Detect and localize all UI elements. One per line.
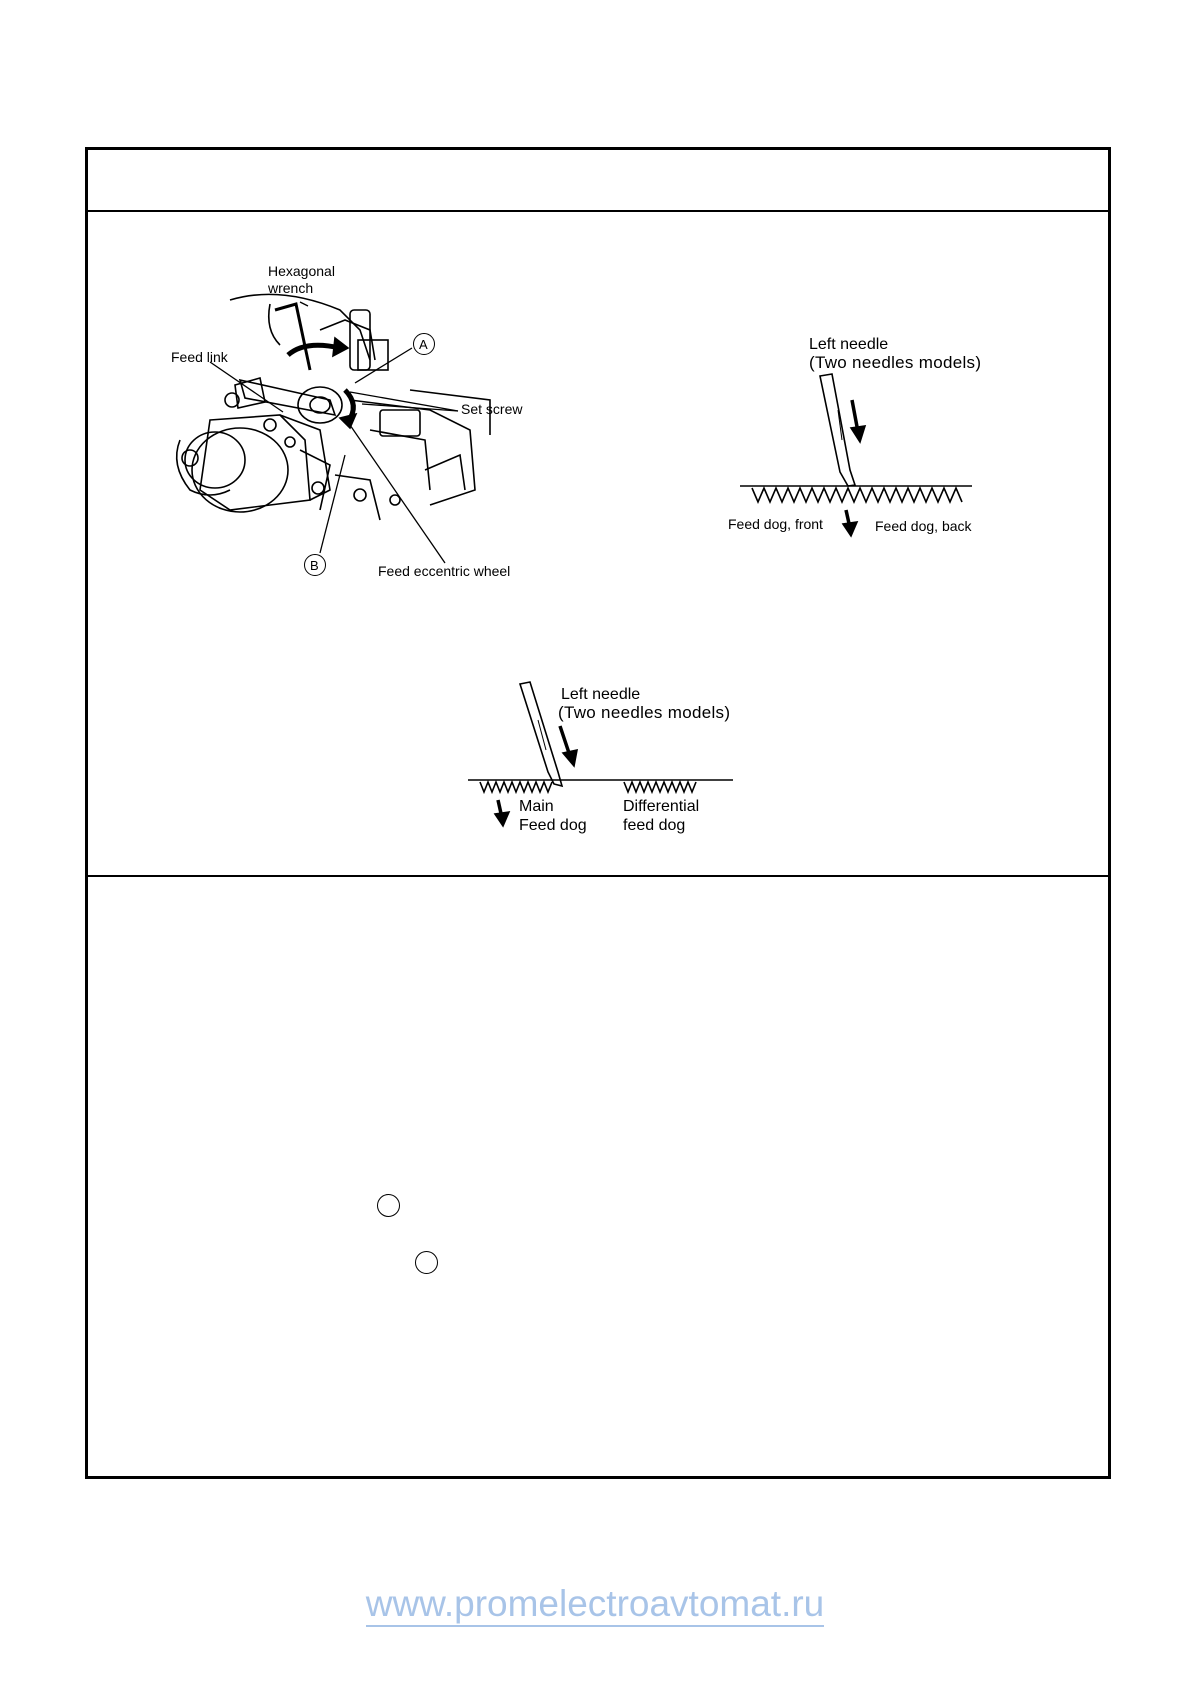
main-feed-dog-label: Main Feed dog [519,798,587,834]
callout-circle-b-text [415,1251,438,1274]
hexagonal-wrench-label: Hexagonal wrench [268,263,335,296]
footer-website-link[interactable]: www.promelectroavtomat.ru [0,1583,1190,1625]
feed-dog-back-label: Feed dog, back [875,518,972,534]
two-needles-models-label-bottom: (Two needles models) [558,703,731,722]
two-needles-models-label-right: (Two needles models) [809,353,982,372]
callout-a-letter: A [419,337,428,352]
feed-link-label: Feed link [171,349,228,365]
differential-feed-dog-label: Differential feed dog [623,798,700,834]
callout-b-letter: B [310,558,319,573]
set-screw-label: Set screw [461,401,523,417]
feed-dog-front-label: Feed dog, front [728,516,823,532]
needle-feed-dog-diagram-right [740,370,980,540]
left-needle-label-bottom: Left needle [561,686,641,703]
feed-eccentric-wheel-label: Feed eccentric wheel [378,563,511,579]
left-needle-label-right: Left needle [809,336,889,353]
callout-circle-a-text [377,1194,400,1217]
